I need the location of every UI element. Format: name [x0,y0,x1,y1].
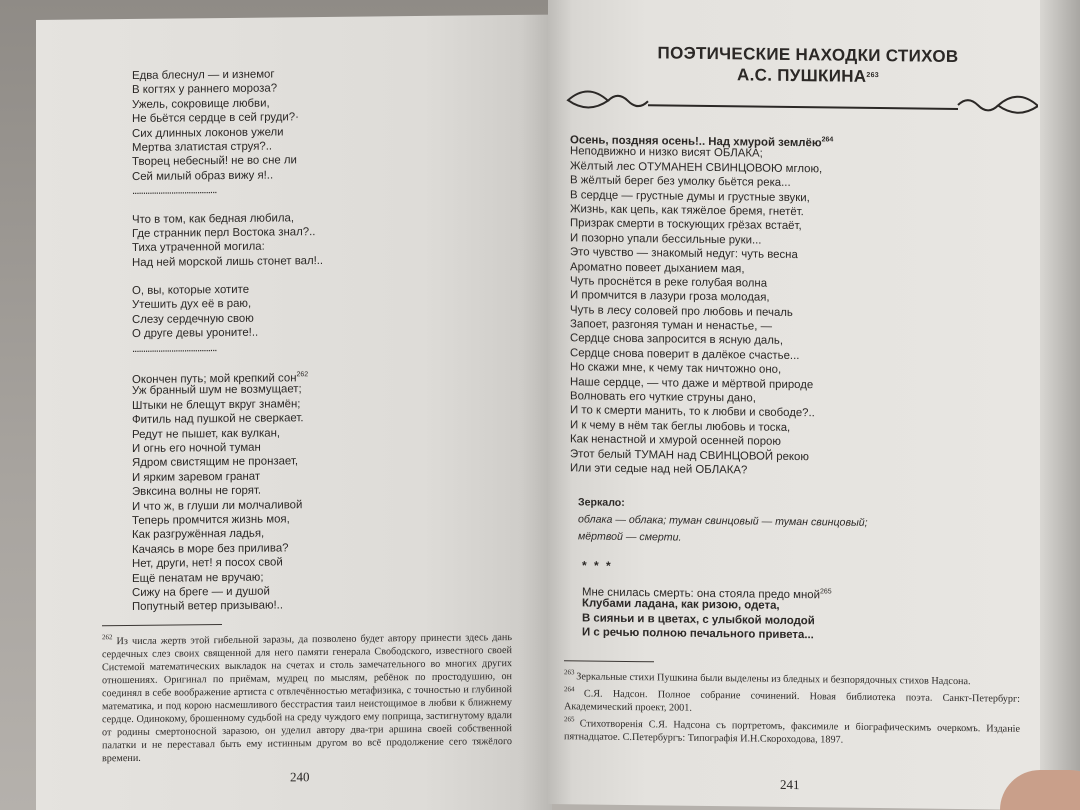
left-poem [132,67,323,615]
poem-line: И ярким заревом гранат [132,470,261,484]
poem-line: Ужель, сокровище любви, [132,97,270,111]
footnote-marker: 264 [821,136,834,144]
right-footnote-rule [564,660,654,662]
right-page [548,0,1042,810]
poem-line: В сияньи и в цветах, с улыбкой молодой [582,612,815,628]
poem-line: Неподвижно и низко висят ОБЛАКА; [570,145,763,161]
poem-line: И то к смерти манить, то к любви и свободе?.. [570,404,815,420]
poem-line: Редут не пышет, как вулкан, [132,427,281,441]
mirror-line-1: облака — облака; туман свинцовый — туман свинцовый; [578,513,868,529]
poem-line: ....................................... [132,184,217,198]
poem-line: Едва блеснул — и изнемог [132,68,275,82]
poem-line: Как ненастной и хмурой осенней порою [570,433,781,449]
footnote-marker: 265 [819,588,832,596]
title-footnote-marker: 263 [866,71,879,80]
poem-line: Но скажи мне, к чему так ничтожно оно, [570,361,782,377]
poem-line: Теперь промчится жизнь моя, [132,513,290,527]
poem-line: В жёлтый берег без умолку бьётся река... [570,174,791,190]
poem-line: О друге девы уроните!.. [132,326,259,341]
poem-line: Это чувство — знакомый недуг: чуть весна [570,246,798,262]
poem-line: Сердце снова запросится в ясную даль, [570,332,783,348]
right-footnote-265 [564,713,1020,749]
title-line-1: ПОЭТИЧЕСКИЕ НАХОДКИ СТИХОВ [657,43,959,67]
poem-line: Ещё пенатам не вручаю; [132,571,264,585]
poem-line: И позорно упали бессильные руки... [570,232,762,247]
page-number-right: 241 [780,776,800,793]
poem-line: Волновать его чуткие струны дано, [570,390,756,405]
title-line-2-text: А.С. ПУШКИНА [737,65,867,86]
section-separator: * * * [582,558,613,573]
poem-line: Наше сердце, — что даже и мёртвой природе [570,375,814,391]
poem-line: И с речью полною печального привета... [582,626,814,642]
poem-line: Попутный ветер призываю!.. [132,599,283,614]
footnote-text: Из числа жертв этой гибельной заразы, да позволено будет автору принести здесь дань сердечных слез своих священной для него памяти генерала Свободского, известного своей Системой математических выкладок на счетах и столь замечательного во многих других отношениях. Оригинал по приёмам, мудрец по мыслям, ребёнок по простодушию, он соединял в себе воображение артиста с отвлечённостью метафизика, с точностью и глубиной математика, и под корою насмешливого бесстрастия таил неистощимое в любви к ближнему сердце. Одинокому, брошенному судьбой на среду чуждого ему поприща, застигнутому вдали от родины смертоносной заразою, он уделил автору два-три аршина своей собственной палатки и не переставал быть ему истинным другом во всё продолжение сего тяжёлого времени. [102,632,513,765]
poem-line: Штыки не блещут вкруг знамён; [132,398,301,412]
poem-line: Запоет, разгоняя туман и ненастье, — [570,318,772,333]
poem-line: Сих длинных локонов ужели [132,125,284,140]
poem-line: Мертва златистая струя?.. [132,140,273,154]
poem-line: Сей милый образ вижу я!.. [132,169,274,183]
poem-line: Жёлтый лес ОТУМАНЕН СВИНЦОВОЮ мглою, [570,160,823,176]
title-ornament [558,80,1038,126]
poem-line: И к чему в нём так беглы любовь и тоска, [570,419,791,434]
right-poem-1 [570,130,833,479]
poem-line: Мне снилась смерть: она стояла предо мной$^{265}$ [582,586,832,602]
footnote-text: С.Я. Надсон. Полное собрание сочинений. Новая библиотека поэта. Санкт-Петербург: Академический проект, 2001. [564,688,1020,714]
left-footnote-262 [102,627,512,765]
poem-line: Нет, други, нет! я посох свой [132,556,283,571]
poem-line: ....................................... [132,341,217,355]
mirror-block [578,494,868,549]
poem-line: Творец небесный! не во сне ли [132,154,297,169]
poem-line: И промчится в лазури гроза молодая, [570,289,770,305]
mirror-line-2: мёртвой — смерти. [578,530,682,544]
poem-line: Призрак смерти в тоскующих грёзах встаёт, [570,217,802,233]
right-poem-2 [582,582,832,643]
mirror-label: Зеркало: [578,496,625,509]
poem-line: Тиха утраченной могила: [132,240,265,255]
footnote-number: 262 [102,633,113,642]
poem-line: О, вы, которые хотите [132,283,250,298]
poem-line: Окончен путь; мой крепкий сон$^{262}$ [132,371,309,387]
poem-line: Сижу на бреге — и душой [132,585,270,599]
page-number-left: 240 [290,769,310,785]
poem-line: Или эти седые над ней ОБЛАКА? [570,462,748,477]
poem-line: В сердце — грустные думы и грустные звуки, [570,188,810,204]
poem-line: Чуть в лесу соловей про любовь и печаль [570,303,793,319]
poem-line: Сердце снова поверит в далёкое счастье... [570,347,800,362]
poem-line: Чуть проснётся в реке голубая волна [570,275,768,290]
footnote-text: Зеркальные стихи Пушкина были выделены из бледных и безпорядочных стихов Надсона. [576,671,971,688]
poem-line: Не бьётся сердце в сей груди?· [132,111,299,126]
footnote-number: 264 [564,685,584,694]
poem-line: Эвксина волны не горят. [132,484,262,499]
poem-line: Фитиль над пушкой не сверкает. [132,412,304,427]
poem-line: Клубами ладана, как ризою, одета, [582,597,780,613]
poem-line: Как разгружённая ладья, [132,527,265,542]
poem-line: Над ней морской лишь стонет вал!.. [132,254,324,269]
book-page-edges [1040,0,1080,810]
left-page [36,15,552,810]
footnote-text: Стихотворенія С.Я. Надсона съ портретомъ, факсимиле и біографическимъ очеркомъ. Изданіе пятнадцатое. С.Петербургъ: Типографія И.Н.Скороходова, 1897. [564,718,1020,746]
poem-line: Ароматно повеет дыханием мая, [570,260,745,275]
poem-line: В когтях у раннего мороза? [132,82,278,97]
right-footnotes [564,666,1020,749]
poem-line: Слезу сердечную свою [132,312,254,326]
poem-line: Уж бранный шум не возмущает; [132,383,302,398]
left-footnotes [102,627,512,765]
poem-line: Где странник перл Востока знал?.. [132,225,316,240]
poem-line: Осень, поздняя осень!.. Над хмурой землёю$^{264}$ [570,134,834,150]
poem-line: И огнь его ночной туман [132,441,261,455]
poem-line: Ядром свистящим не пронзает, [132,455,299,470]
poem-line: Качаясь в море без прилива? [132,542,289,556]
poem-line: И что ж, в глуши ли молчаливой [132,498,303,513]
poem-line: Что в том, как бедная любила, [132,211,295,226]
footnote-number: 265 [564,715,580,724]
footnote-marker: 262 [296,371,309,379]
poem-line: Этот белый ТУМАН над СВИНЦОВОЙ рекою [570,447,809,463]
footnote-number: 263 [564,668,577,677]
poem-line: Жизнь, как цепь, как тяжёлое бремя, гнетёт. [570,203,804,219]
left-footnote-rule [102,624,222,626]
poem-line: Утешить дух её в раю, [132,298,252,312]
